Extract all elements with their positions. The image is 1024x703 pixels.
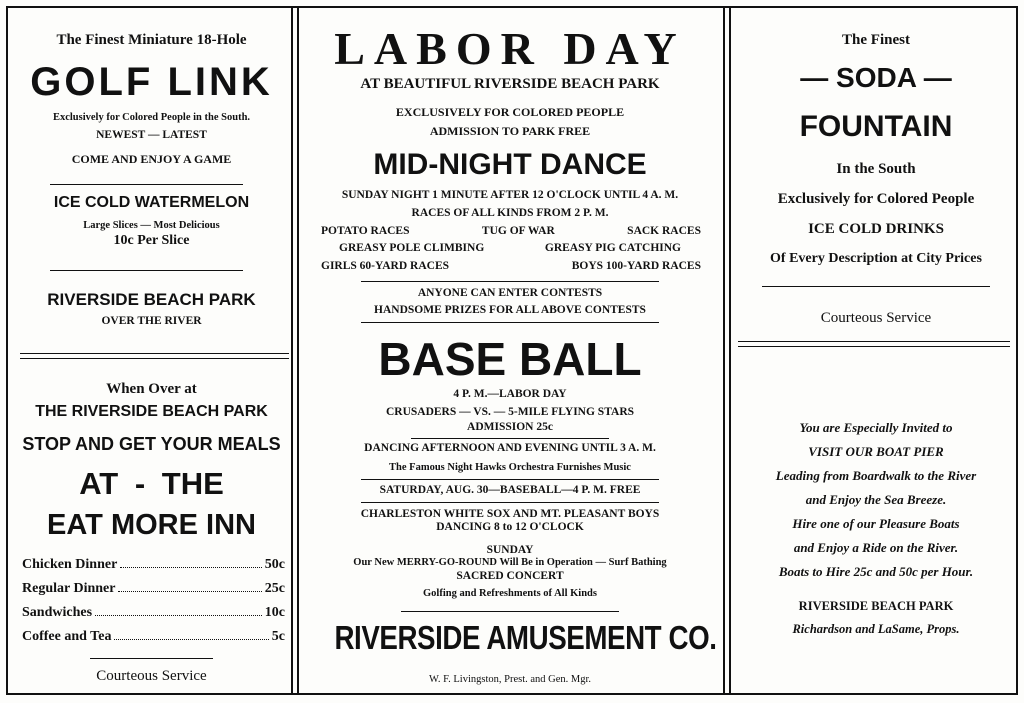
- race-item: SACK RACES: [627, 225, 701, 237]
- double-rule: [738, 341, 1010, 342]
- menu-item-price: 25c: [264, 581, 285, 596]
- finest-line: The Finest: [842, 32, 910, 48]
- the-park: THE RIVERSIDE BEACH PARK: [35, 403, 268, 420]
- eat-more-inn: EAT MORE INN: [47, 509, 256, 541]
- drinks-line: ICE COLD DRINKS: [808, 221, 944, 237]
- divider: [411, 438, 609, 439]
- every-description: Of Every Description at City Prices: [770, 251, 982, 266]
- golf-title: GOLF LINK: [30, 60, 273, 104]
- race-row: [321, 225, 701, 237]
- golf-subtitle: Exclusively for Colored People in the South.: [52, 112, 251, 123]
- double-rule: [738, 346, 1010, 347]
- watermelon-subtitle: Large Slices — Most Delicious: [83, 220, 220, 231]
- menu-item-price: 10c: [264, 605, 285, 620]
- soda-title: — SODA —: [800, 62, 952, 93]
- props-line: Richardson and LaSame, Props.: [792, 622, 960, 636]
- menu-item-name: Coffee and Tea: [22, 629, 112, 644]
- baseball-title: BASE BALL: [378, 333, 642, 385]
- race-row: [321, 260, 701, 272]
- column-rule: [723, 8, 725, 693]
- menu-item-name: Sandwiches: [22, 605, 93, 620]
- menu-item-price: 5c: [271, 629, 285, 644]
- when-over: When Over at: [106, 381, 197, 397]
- stop-meals: STOP AND GET YOUR MEALS: [22, 434, 281, 454]
- golf-link-column: [10, 8, 293, 693]
- race-item: POTATO RACES: [321, 225, 410, 237]
- divider: [361, 479, 659, 480]
- leader-dots: [114, 639, 268, 640]
- divider: [50, 184, 243, 185]
- column-rule: [297, 8, 299, 693]
- soda-fountain-column: [736, 8, 1016, 693]
- race-item: GREASY PIG CATCHING: [544, 242, 681, 254]
- baseball-admission: ADMISSION 25c: [467, 421, 553, 433]
- menu-item: [22, 605, 285, 621]
- dance-time: SUNDAY NIGHT 1 MINUTE AFTER 12 O'CLOCK UNTIL 4 A. M.: [341, 189, 679, 201]
- company-name: RIVERSIDE AMUSEMENT CO.: [334, 619, 717, 656]
- labor-day-column: [301, 8, 719, 693]
- races-from: RACES OF ALL KINDS FROM 2 P. M.: [411, 207, 609, 219]
- leader-dots: [95, 615, 262, 616]
- fountain-title: FOUNTAIN: [799, 110, 953, 143]
- park-name: RIVERSIDE BEACH PARK: [47, 290, 256, 309]
- invited-line: You are Especially Invited to: [799, 420, 953, 435]
- golf-come: COME AND ENJOY A GAME: [71, 152, 232, 166]
- sunday-line: SUNDAY: [486, 544, 534, 556]
- double-rule: [20, 353, 289, 354]
- dancing-8-12: DANCING 8 to 12 O'CLOCK: [436, 521, 584, 533]
- double-rule: [20, 358, 289, 359]
- left-service: Courteous Service: [96, 668, 207, 684]
- leader-dots: [120, 567, 261, 568]
- race-item: GIRLS 60-YARD RACES: [321, 260, 450, 272]
- column-rule: [729, 8, 731, 693]
- exclusive-line-right: Exclusively for Colored People: [777, 191, 975, 207]
- race-item: TUG OF WAR: [481, 225, 555, 237]
- leading-line: Leading from Boardwalk to the River: [775, 468, 977, 483]
- park-line-right: RIVERSIDE BEACH PARK: [798, 599, 954, 613]
- menu-item-name: Chicken Dinner: [22, 557, 118, 572]
- boats-price-line: Boats to Hire 25c and 50c per Hour.: [778, 564, 974, 579]
- saturday-line: SATURDAY, AUG. 30—BASEBALL—4 P. M. FREE: [379, 484, 641, 496]
- border-bottom: [6, 693, 1018, 695]
- menu-item: [22, 629, 285, 645]
- divider: [762, 286, 990, 287]
- leader-dots: [118, 591, 261, 592]
- race-row: [339, 242, 681, 254]
- divider: [361, 322, 659, 323]
- menu-item-price: 50c: [264, 557, 285, 572]
- menu-item: [22, 557, 285, 573]
- menu-item: [22, 581, 285, 597]
- in-south: In the South: [836, 161, 916, 177]
- dancing-line: DANCING AFTERNOON AND EVENING UNTIL 3 A. M.: [364, 442, 656, 454]
- baseball-time: 4 P. M.—LABOR DAY: [453, 388, 567, 400]
- at-park: AT BEAUTIFUL RIVERSIDE BEACH PARK: [360, 76, 660, 92]
- golf-intro: The Finest Miniature 18-Hole: [56, 32, 247, 48]
- park-subtitle: OVER THE RIVER: [101, 315, 202, 327]
- labor-day-title: LABOR DAY: [334, 23, 686, 74]
- admission-line: ADMISSION TO PARK FREE: [429, 124, 591, 138]
- border-right: [1016, 6, 1018, 695]
- at-the: AT - THE: [79, 466, 224, 501]
- manager-line: W. F. Livingston, Prest. and Gen. Mgr.: [428, 674, 592, 685]
- watermelon-title: ICE COLD WATERMELON: [53, 194, 250, 211]
- right-service: Courteous Service: [820, 310, 932, 326]
- race-item: GREASY POLE CLIMBING: [339, 242, 485, 254]
- orchestra-line: The Famous Night Hawks Orchestra Furnishes Music: [389, 462, 631, 473]
- exclusive-line: EXCLUSIVELY FOR COLORED PEOPLE: [395, 105, 625, 119]
- border-left: [6, 6, 8, 695]
- watermelon-price: 10c Per Slice: [113, 233, 190, 248]
- hire-line: Hire one of our Pleasure Boats: [792, 516, 960, 531]
- golf-newest: NEWEST — LATEST: [96, 129, 207, 141]
- merry-go-round-line: Our New MERRY-GO-ROUND Will Be in Operation — Surf Bathing: [353, 557, 667, 568]
- divider: [50, 270, 243, 271]
- menu-item-name: Regular Dinner: [22, 581, 116, 596]
- golfing-line: Golfing and Refreshments of All Kinds: [423, 588, 597, 599]
- sea-breeze-line: and Enjoy the Sea Breeze.: [805, 492, 947, 507]
- race-item: BOYS 100-YARD RACES: [571, 260, 701, 272]
- charleston-line: CHARLESTON WHITE SOX AND MT. PLEASANT BOYS: [360, 508, 660, 520]
- baseball-teams: CRUSADERS — VS. — 5-MILE FLYING STARS: [385, 406, 635, 418]
- divider: [401, 611, 619, 612]
- divider: [90, 658, 213, 659]
- divider: [361, 281, 659, 282]
- concert-line: SACRED CONCERT: [456, 570, 564, 582]
- prizes-line: HANDSOME PRIZES FOR ALL ABOVE CONTESTS: [374, 304, 646, 316]
- midnight-dance-title: MID-NIGHT DANCE: [373, 148, 647, 181]
- visit-line: VISIT OUR BOAT PIER: [808, 444, 944, 459]
- ride-line: and Enjoy a Ride on the River.: [793, 540, 959, 555]
- divider: [361, 502, 659, 503]
- anyone-line: ANYONE CAN ENTER CONTESTS: [417, 287, 603, 299]
